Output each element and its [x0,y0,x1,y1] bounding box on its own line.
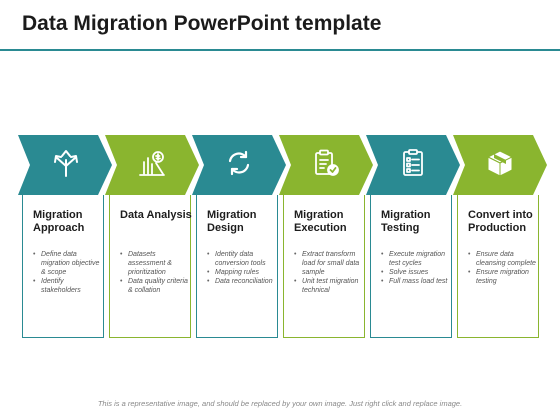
step-bullets [381,250,449,286]
bullet-item: • Datasets assessment & prioritization [120,250,188,277]
bullet-item: • Data quality criteria & collation [120,277,188,295]
refresh-icon [224,148,254,178]
step-title: Migration Approach [33,209,85,234]
step-title: Data Analysis [120,209,192,221]
split-arrows-icon [51,148,81,178]
step-bullets [33,250,101,295]
step-card [370,195,452,338]
step-bullets [294,250,362,295]
step-title: Convert into Production [468,209,533,234]
step-card [109,195,191,338]
bullet-item: • Identity data conversion tools [207,250,275,268]
step-title: Migration Design [207,209,257,234]
step-convert-into-production [453,0,543,420]
bullet-item: • Mapping rules [207,268,275,277]
step-migration-execution [279,0,369,420]
step-migration-testing [366,0,456,420]
bullet-item: • Extract transform load for small data sample [294,250,362,277]
step-migration-approach [18,0,108,420]
box-icon [485,148,515,178]
step-title: Migration Testing [381,209,431,234]
bullet-item: • Define data migration objective & scope [33,250,101,277]
step-bullets [207,250,275,286]
clipboard-check-icon [311,148,341,178]
bullet-item: • Ensure migration testing [468,268,536,286]
bullet-item: • Full mass load test [381,277,449,286]
bullet-item: • Identify stakeholders [33,277,101,295]
bullet-item: • Unit test migration technical [294,277,362,295]
checklist-icon [398,148,428,178]
step-title: Migration Execution [294,209,347,234]
step-data-analysis [105,0,195,420]
bullet-item: • Data reconciliation [207,277,275,286]
step-migration-design [192,0,282,420]
footer-note: This is a representative image, and should be replaced by your own image. Just right click and replace image. [97,399,463,408]
step-card [283,195,365,338]
bullet-item: • Execute migration test cycles [381,250,449,268]
bullet-item: • Solve issues [381,268,449,277]
dollar-bar-chart-icon [137,148,167,178]
slide-title: Data Migration PowerPoint template [22,12,382,35]
bullet-item: • Ensure data cleansing complete [468,250,536,268]
step-card [22,195,104,338]
step-bullets [120,250,188,295]
step-bullets [468,250,536,286]
step-card [457,195,539,338]
step-card [196,195,278,338]
